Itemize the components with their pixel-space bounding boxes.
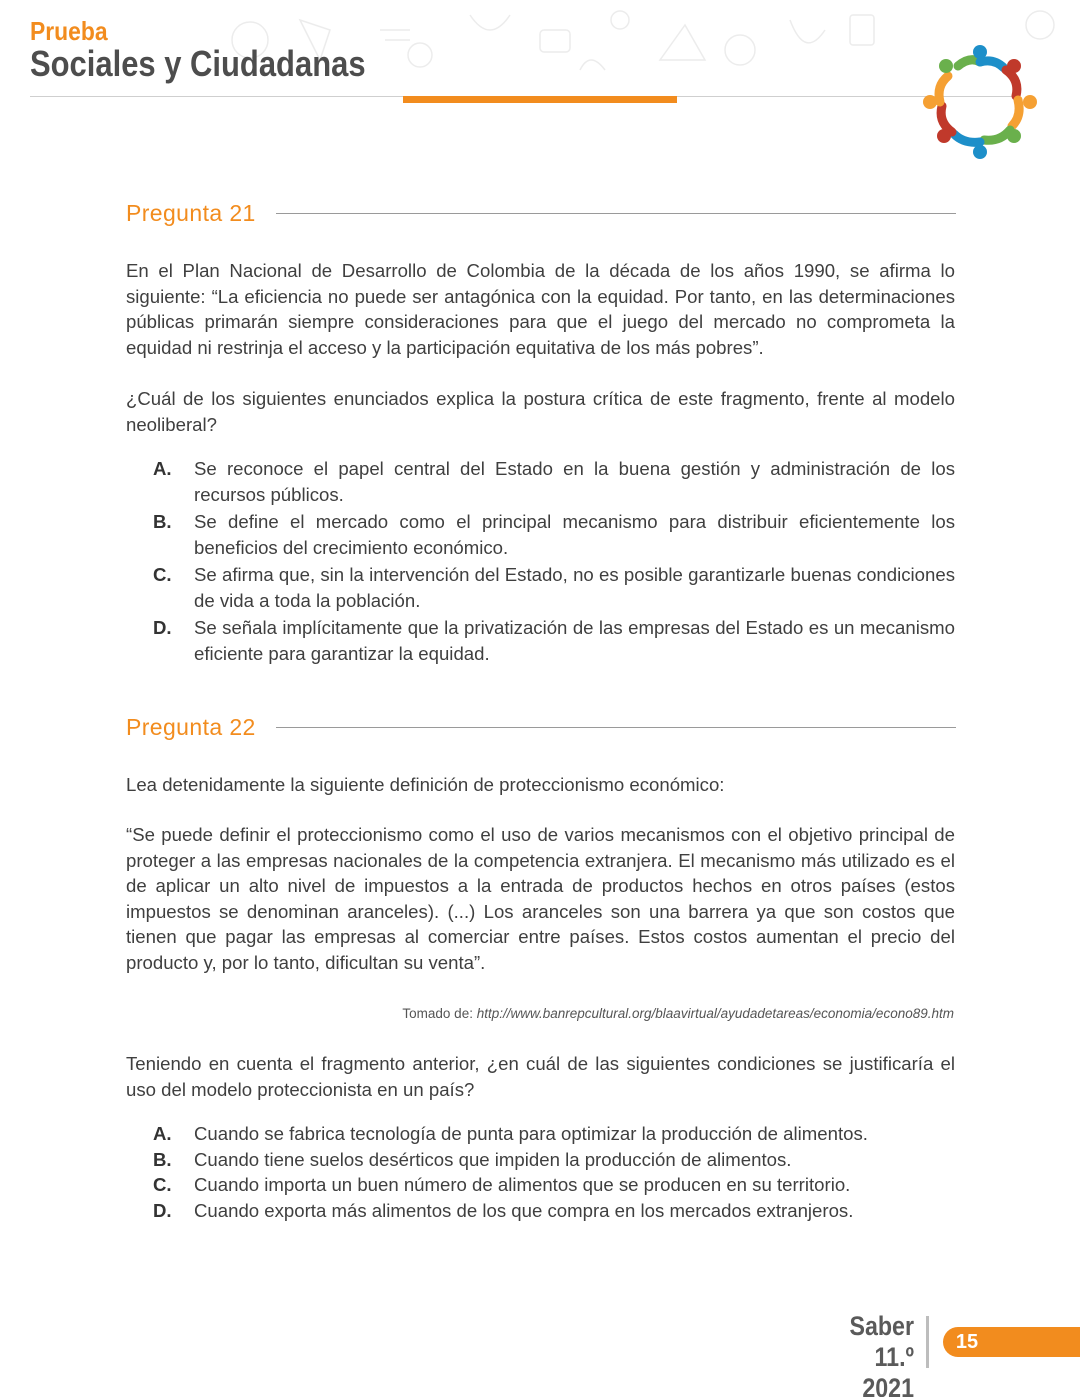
heading-rule xyxy=(276,727,956,728)
people-circle-logo-icon xyxy=(918,40,1042,164)
footer-year: 2021 xyxy=(862,1373,914,1397)
question-21-title: Pregunta 21 xyxy=(126,198,270,228)
option-d[interactable] xyxy=(153,1198,955,1224)
option-letter: B. xyxy=(153,1148,172,1170)
footer-exam-name xyxy=(807,1311,914,1397)
heading-rule xyxy=(276,213,956,214)
question-22-title: Pregunta 22 xyxy=(126,712,270,742)
option-letter: C. xyxy=(153,1174,172,1195)
option-text: Cuando exporta más alimentos de los que compra en los mercados extranjeros. xyxy=(194,1199,854,1221)
source-citation xyxy=(402,1005,954,1023)
question-22-intro: Lea detenidamente la siguiente definición de proteccionismo económico: xyxy=(126,774,725,795)
question-21-options xyxy=(153,456,955,668)
question-22-quote: “Se puede definir el proteccionismo como el uso de varios mecanismos con el objetivo principal de proteger a las empresas nacionales de la competencia extranjera. El mecanismo más utilizado es el de aplicar un alto nivel de impuestos a la entrada de productos hechos en otros países (estos impuestos se denominan aranceles). (...) Los aranceles son una barrera ya que son costos que tienen que pagar las empresas al comerciar entre países. Estos costos aumentan el precio del producto y, por lo tanto, dificultan su venta”. xyxy=(126,824,955,973)
question-22-options xyxy=(153,1121,955,1223)
option-letter: D. xyxy=(153,617,172,638)
option-text: Se define el mercado como el principal mecanismo para distribuir eficientemente los beneficios del crecimiento económico. xyxy=(194,511,955,558)
question-22-prompt: Teniendo en cuenta el fragmento anterior, ¿en cuál de las siguientes condiciones se justificaría el uso del modelo proteccionista en un país? xyxy=(126,1053,955,1100)
question-22-heading xyxy=(126,712,956,742)
option-letter: C. xyxy=(153,564,172,585)
option-text: Se afirma que, sin la intervención del Estado, no es posible garantizarle buenas condiciones de vida a toda la población. xyxy=(194,564,955,611)
option-c[interactable] xyxy=(153,1172,955,1198)
option-c[interactable] xyxy=(153,562,955,613)
option-letter: A. xyxy=(153,458,172,479)
footer-exam-label: Saber 11.º xyxy=(849,1311,914,1372)
question-21-context: En el Plan Nacional de Desarrollo de Colombia de la década de los años 1990, se afirma lo siguiente: “La eficiencia no puede ser antagónica con la equidad. Por tanto, en las determinaciones públicas primarán siempre consideraciones para que el juego del mercado no comprometa la equidad ni restrinja el acceso y la participación equitativa de los más pobres”. xyxy=(126,260,955,358)
option-a[interactable] xyxy=(153,456,955,507)
footer-divider xyxy=(926,1316,929,1368)
question-21-heading xyxy=(126,198,956,228)
option-b[interactable] xyxy=(153,509,955,560)
option-a[interactable] xyxy=(153,1121,955,1147)
page-number-tab xyxy=(943,1327,1080,1357)
source-prefix: Tomado de: xyxy=(402,1006,477,1021)
option-letter: D. xyxy=(153,1199,172,1221)
option-letter: B. xyxy=(153,511,172,532)
page-number: 15 xyxy=(955,1331,979,1353)
option-text: Cuando importa un buen número de alimentos que se producen en su territorio. xyxy=(194,1174,851,1195)
option-text: Se reconoce el papel central del Estado en la buena gestión y administración de los recursos públicos. xyxy=(194,458,955,505)
option-text: Se señala implícitamente que la privatización de las empresas del Estado es un mecanismo eficiente para garantizar la equidad. xyxy=(194,617,955,664)
option-text: Cuando tiene suelos desérticos que impiden la producción de alimentos. xyxy=(194,1148,792,1170)
option-letter: A. xyxy=(153,1123,172,1144)
header-accent-bar xyxy=(403,96,677,103)
source-url: http://www.banrepcultural.org/blaavirtual/ayudadetareas/economia/econo89.htm xyxy=(476,1006,954,1021)
option-d[interactable] xyxy=(153,615,955,666)
exam-label: Prueba xyxy=(30,16,108,46)
option-b[interactable] xyxy=(153,1147,955,1173)
exam-subject-title: Sociales y Ciudadanas xyxy=(30,43,366,84)
option-text: Cuando se fabrica tecnología de punta para optimizar la producción de alimentos. xyxy=(194,1123,868,1144)
question-21-prompt: ¿Cuál de los siguientes enunciados explica la postura crítica de este fragmento, frente al modelo neoliberal? xyxy=(126,388,955,435)
